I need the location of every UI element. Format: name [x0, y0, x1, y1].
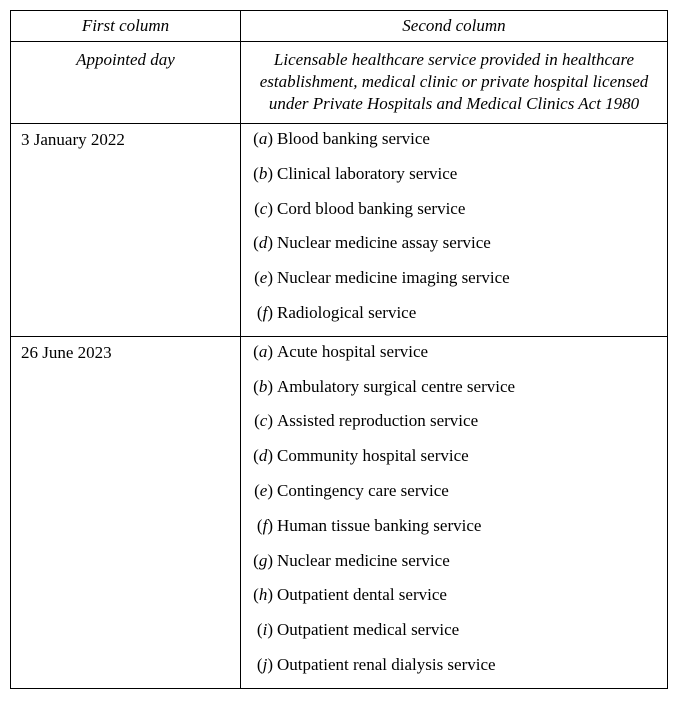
- item-letter: b: [258, 376, 268, 396]
- item-text: Human tissue banking service: [277, 515, 482, 535]
- appointed-day-cell: 26 June 2023: [11, 336, 241, 688]
- list-item: (f) Radiological service: [241, 301, 667, 336]
- subheader-row: [11, 42, 668, 124]
- list-item: (c) Cord blood banking service: [241, 197, 667, 232]
- list-item: (e) Contingency care service: [241, 479, 667, 514]
- first-column-heading: First column: [11, 11, 241, 42]
- item-text: Outpatient renal dialysis service: [277, 654, 496, 674]
- item-letter: d: [258, 233, 268, 253]
- item-letter: e: [259, 268, 268, 288]
- table-row: [11, 124, 668, 337]
- item-letter: h: [258, 585, 268, 605]
- list-item: (g) Nuclear medicine service: [241, 549, 667, 584]
- item-text: Ambulatory surgical centre service: [277, 376, 516, 396]
- list-item: (a) Blood banking service: [241, 127, 667, 162]
- item-letter: a: [258, 341, 268, 361]
- second-column-heading: Second column: [241, 11, 668, 42]
- item-text: Nuclear medicine assay service: [277, 233, 491, 253]
- item-text: Acute hospital service: [277, 341, 429, 361]
- item-text: Cord blood banking service: [277, 198, 466, 218]
- item-text: Outpatient dental service: [277, 585, 447, 605]
- item-text: Nuclear medicine imaging service: [277, 268, 510, 288]
- licensable-service-heading: Licensable healthcare service provided in healthcare establishment, medical clinic or private hospital licensed under Private Hospitals and Medical Clinics Act 1980: [241, 42, 668, 124]
- item-letter: f: [262, 302, 268, 322]
- list-item: (a) Acute hospital service: [241, 340, 667, 375]
- item-text: Blood banking service: [277, 129, 430, 148]
- list-item: (d) Nuclear medicine assay service: [241, 231, 667, 266]
- item-text: Outpatient medical service: [277, 620, 460, 640]
- item-letter: b: [258, 163, 268, 183]
- item-letter: f: [262, 515, 268, 535]
- header-row: [11, 11, 668, 42]
- item-letter: d: [258, 446, 268, 466]
- item-text: Clinical laboratory service: [277, 163, 458, 183]
- list-item: (b) Ambulatory surgical centre service: [241, 375, 667, 410]
- item-letter: i: [262, 620, 268, 640]
- appointed-day-heading: Appointed day: [11, 42, 241, 124]
- item-text: Community hospital service: [277, 446, 469, 466]
- list-item: (d) Community hospital service: [241, 444, 667, 479]
- table-row: [11, 336, 668, 688]
- appointed-day-cell: 3 January 2022: [11, 124, 241, 337]
- service-list-cell: [241, 124, 668, 337]
- item-letter: c: [259, 198, 268, 218]
- list-item: (i) Outpatient medical service: [241, 618, 667, 653]
- list-item: (j) Outpatient renal dialysis service: [241, 653, 667, 688]
- list-item: (f) Human tissue banking service: [241, 514, 667, 549]
- service-list-cell: [241, 336, 668, 688]
- schedule-table: [10, 10, 668, 689]
- list-item: (e) Nuclear medicine imaging service: [241, 266, 667, 301]
- item-letter: e: [259, 480, 268, 500]
- list-item: (h) Outpatient dental service: [241, 583, 667, 618]
- list-item: (b) Clinical laboratory service: [241, 162, 667, 197]
- item-letter: g: [258, 550, 268, 570]
- list-item: (c) Assisted reproduction service: [241, 409, 667, 444]
- item-text: Contingency care service: [277, 480, 449, 500]
- item-text: Assisted reproduction service: [277, 411, 479, 431]
- item-letter: c: [259, 411, 268, 431]
- item-text: Nuclear medicine service: [277, 550, 450, 570]
- item-letter: a: [258, 129, 268, 148]
- item-letter: j: [262, 654, 268, 674]
- item-text: Radiological service: [277, 302, 417, 322]
